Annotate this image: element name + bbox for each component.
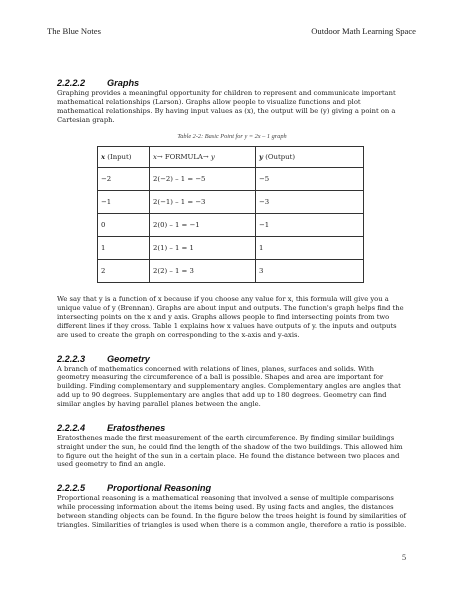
section-number: 2.2.2.5 bbox=[57, 483, 86, 494]
table-cell: 3 bbox=[256, 260, 364, 283]
table-cell: −1 bbox=[98, 191, 150, 214]
section-title: Proportional Reasoning bbox=[107, 483, 212, 494]
section-title: Graphs bbox=[107, 78, 140, 88]
paragraph-graphs-function: We say that y is a function of x because if you choose any value for x, this formula will give you a unique value of y (Brennan). Graphs are about input and outputs. The function's graph helps find the intersecting points on the x and y axis. Graphs allows people to find intersecting points from two different lines if they cross. Table 1 explains how x values have outputs of y. the inputs and outputs are used to create the graph on corresponding to the x-axis and y-axis. bbox=[57, 295, 404, 339]
formula-table bbox=[97, 146, 364, 283]
table-cell: 0 bbox=[98, 214, 150, 237]
table-cell: 2(1) – 1 = 1 bbox=[150, 237, 256, 260]
table-row bbox=[98, 168, 364, 191]
header-title: The Blue Notes bbox=[47, 26, 101, 36]
table-caption: Table 2-2: Basic Point for y = 2x – 1 graph bbox=[177, 133, 287, 141]
page-header bbox=[47, 26, 416, 40]
table-header-row bbox=[98, 147, 364, 168]
section-number: 2.2.2.2 bbox=[57, 78, 86, 88]
table-cell: 1 bbox=[256, 237, 364, 260]
table-row bbox=[98, 191, 364, 214]
page-content bbox=[57, 78, 407, 530]
table-header-input: x (Input) bbox=[98, 147, 150, 168]
table-cell: 2(2) – 1 = 3 bbox=[150, 260, 256, 283]
section-number: 2.2.2.3 bbox=[57, 353, 86, 364]
section-title: Eratosthenes bbox=[107, 422, 166, 433]
section-number: 2.2.2.4 bbox=[57, 422, 86, 433]
table-cell: −3 bbox=[256, 191, 364, 214]
paragraph-eratosthenes: Eratosthenes made the first measurement of the earth circumference. By finding similar buildings straight under the sun, he could find the length of the shadow of the two buildings. This allowed him to figure out the height of the sun in a certain place. He found the distance between two places and used geometry to find an angle. bbox=[57, 433, 403, 469]
paragraph-geometry: A branch of mathematics concerned with relations of lines, planes, surfaces and solids. With geometry measuring the circumference of a ball is possible. Shapes and area are important for building. Finding complementary and supplementary angles. Complementary angles are angles that add up to 90 degrees. Supplementary are angles that add up to 180 degrees. Geometry can find similar angles by having parallel planes between the angle. bbox=[57, 364, 401, 408]
table-row bbox=[98, 260, 364, 283]
table-cell: −2 bbox=[98, 168, 150, 191]
page-number: 5 bbox=[402, 553, 407, 562]
paragraph-graphs-intro: Graphing provides a meaningful opportunity for children to represent and communicate important mathematical relationships (Larson). Graphs allow people to visualize functions and plot mathematical relationships. By having input values as (x), the output will be (y) giving a point on a Cartesian graph. bbox=[57, 89, 396, 124]
section-heading-graphs bbox=[57, 78, 407, 89]
paragraph-proportional: Proportional reasoning is a mathematical reasoning that involved a sense of multiple comparisons while processing information about the items being used. By using facts and angles, the distances between standing objects can be found. In the figure below the trees height is found by similarities of triangles. Similarities of triangles is used when there is a common angle, therefore a ratio is possible. bbox=[57, 494, 407, 529]
section-heading-eratosthenes bbox=[57, 423, 407, 434]
table-cell: 2(−2) – 1 = −5 bbox=[150, 168, 256, 191]
table-row bbox=[98, 237, 364, 260]
table-header-output: y (Output) bbox=[256, 147, 364, 168]
table-header-formula: x→ FORMULA→ y bbox=[150, 147, 256, 168]
table-cell: −5 bbox=[256, 168, 364, 191]
section-heading-geometry bbox=[57, 354, 407, 365]
table-cell: 2(−1) – 1 = −3 bbox=[150, 191, 256, 214]
table-cell: −1 bbox=[256, 214, 364, 237]
table-cell: 1 bbox=[98, 237, 150, 260]
section-heading-proportional bbox=[57, 483, 407, 494]
header-subtitle: Outdoor Math Learning Space bbox=[311, 26, 416, 36]
table-cell: 2 bbox=[98, 260, 150, 283]
section-title: Geometry bbox=[107, 353, 150, 364]
table-cell: 2(0) – 1 = −1 bbox=[150, 214, 256, 237]
table-row bbox=[98, 214, 364, 237]
